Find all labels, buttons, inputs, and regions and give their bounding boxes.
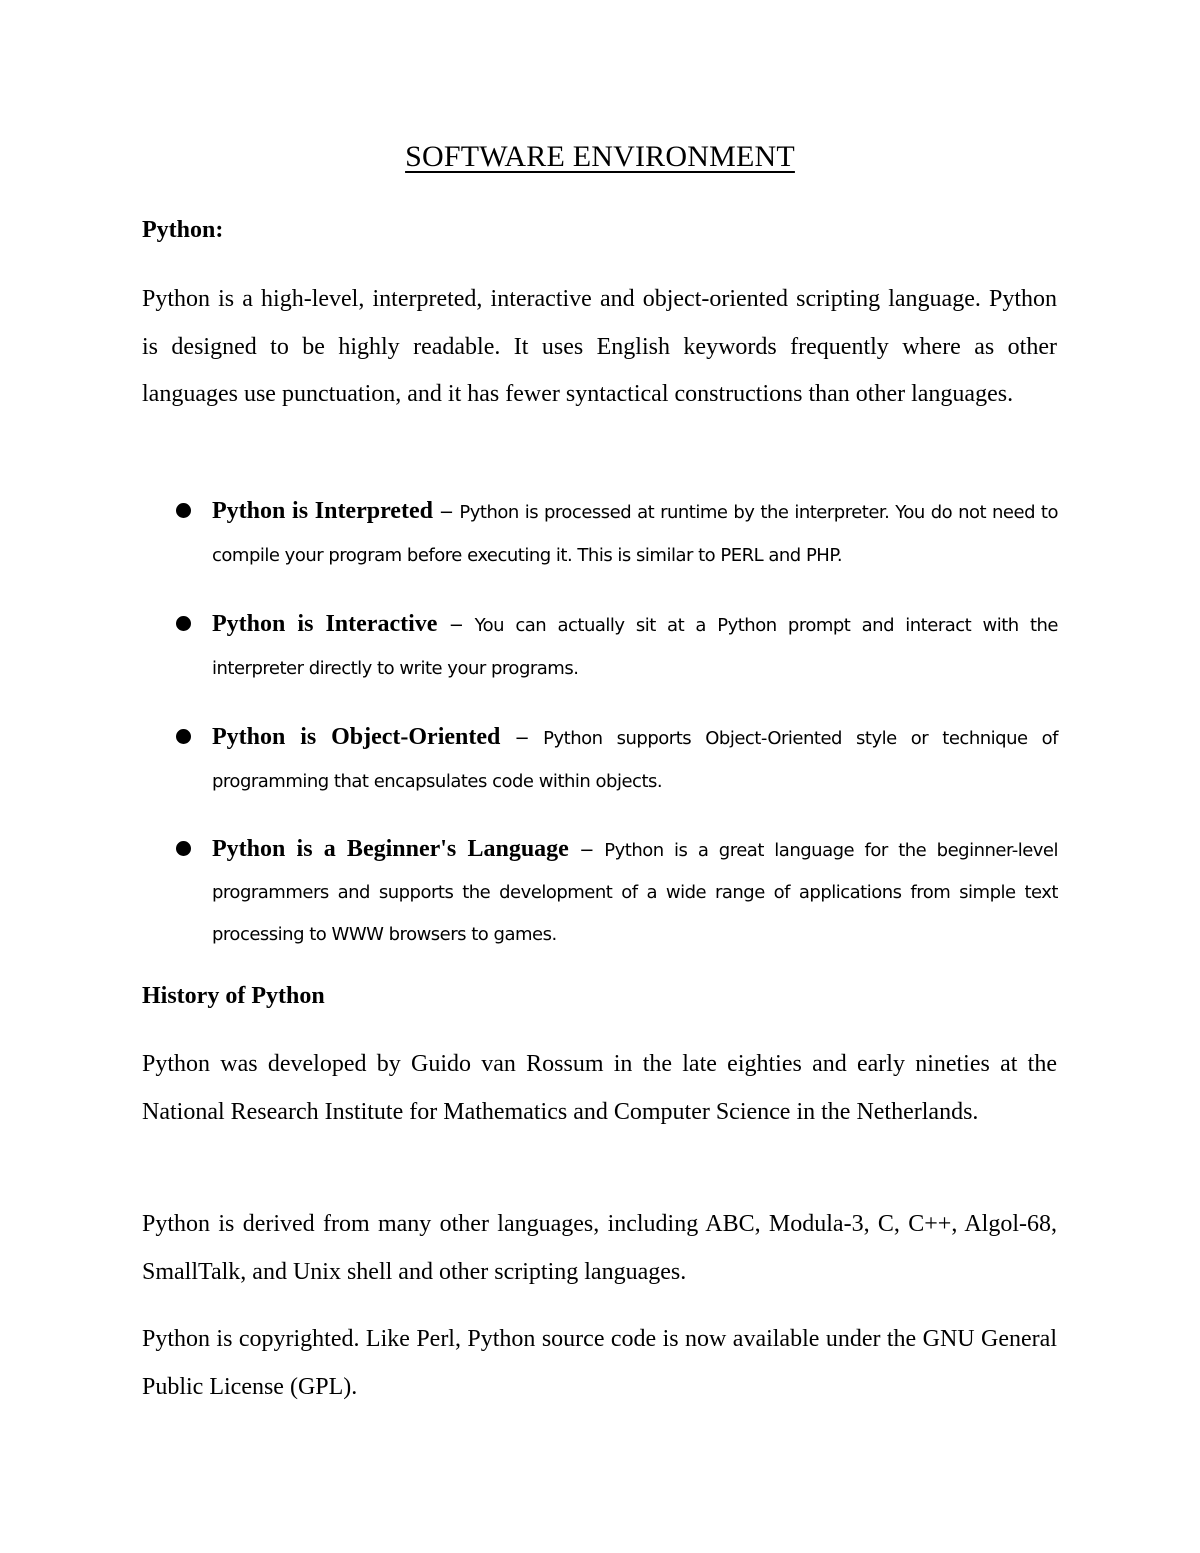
bullet-dot-icon [176,729,191,744]
bullet-dot-icon [176,503,191,518]
bullet-text [212,828,1058,956]
bullet-text [212,603,1058,690]
bullet-separator: − [432,502,460,523]
bullet-text [212,716,1058,803]
bullet-term: Python is a Beginner's Language [212,836,569,862]
bullet-description: Python is processed at runtime by the interpreter. You do not need to compile your program before executing it. This is similar to PERL and PHP. [212,502,1058,566]
history-heading: History of Python [142,983,325,1009]
bullet-dot-icon [176,841,191,856]
history-paragraph: Python is copyrighted. Like Perl, Python source code is now available under the GNU General Public License (GPL). [142,1326,1057,1400]
page-title: SOFTWARE ENVIRONMENT [405,140,795,173]
history-paragraph: Python is derived from many other languages, including ABC, Modula-3, C, C++, Algol-68, SmallTalk, and Unix shell and other scripting languages. [142,1211,1057,1285]
bullet-separator: − [437,615,475,636]
bullet-text [212,490,1058,577]
bullet-term: Python is Interpreted [212,498,433,524]
python-heading: Python: [142,217,224,243]
bullet-dot-icon [176,616,191,631]
bullet-description: You can actually sit at a Python prompt and interact with the interpreter directly to write your programs. [212,615,1058,679]
intro-paragraph: Python is a high-level, interpreted, interactive and object-oriented scripting language. Python is designed to be highly readable. It uses English keywords frequently where as other languages use punctuation, and it has fewer syntactical constructions than other languages. [142,286,1057,407]
bullet-term: Python is Object-Oriented [212,724,501,750]
bullet-description: Python supports Object-Oriented style or technique of programming that encapsulates code within objects. [212,728,1058,792]
bullet-description: Python is a great language for the beginner-level programmers and supports the development of a wide range of applications from simple text processing to WWW browsers to games. [212,840,1059,945]
bullet-separator: − [568,840,605,861]
bullet-separator: − [500,728,544,749]
bullet-term: Python is Interactive [212,611,438,637]
history-paragraph: Python was developed by Guido van Rossum in the late eighties and early nineties at the National Research Institute for Mathematics and Computer Science in the Netherlands. [142,1051,1057,1125]
